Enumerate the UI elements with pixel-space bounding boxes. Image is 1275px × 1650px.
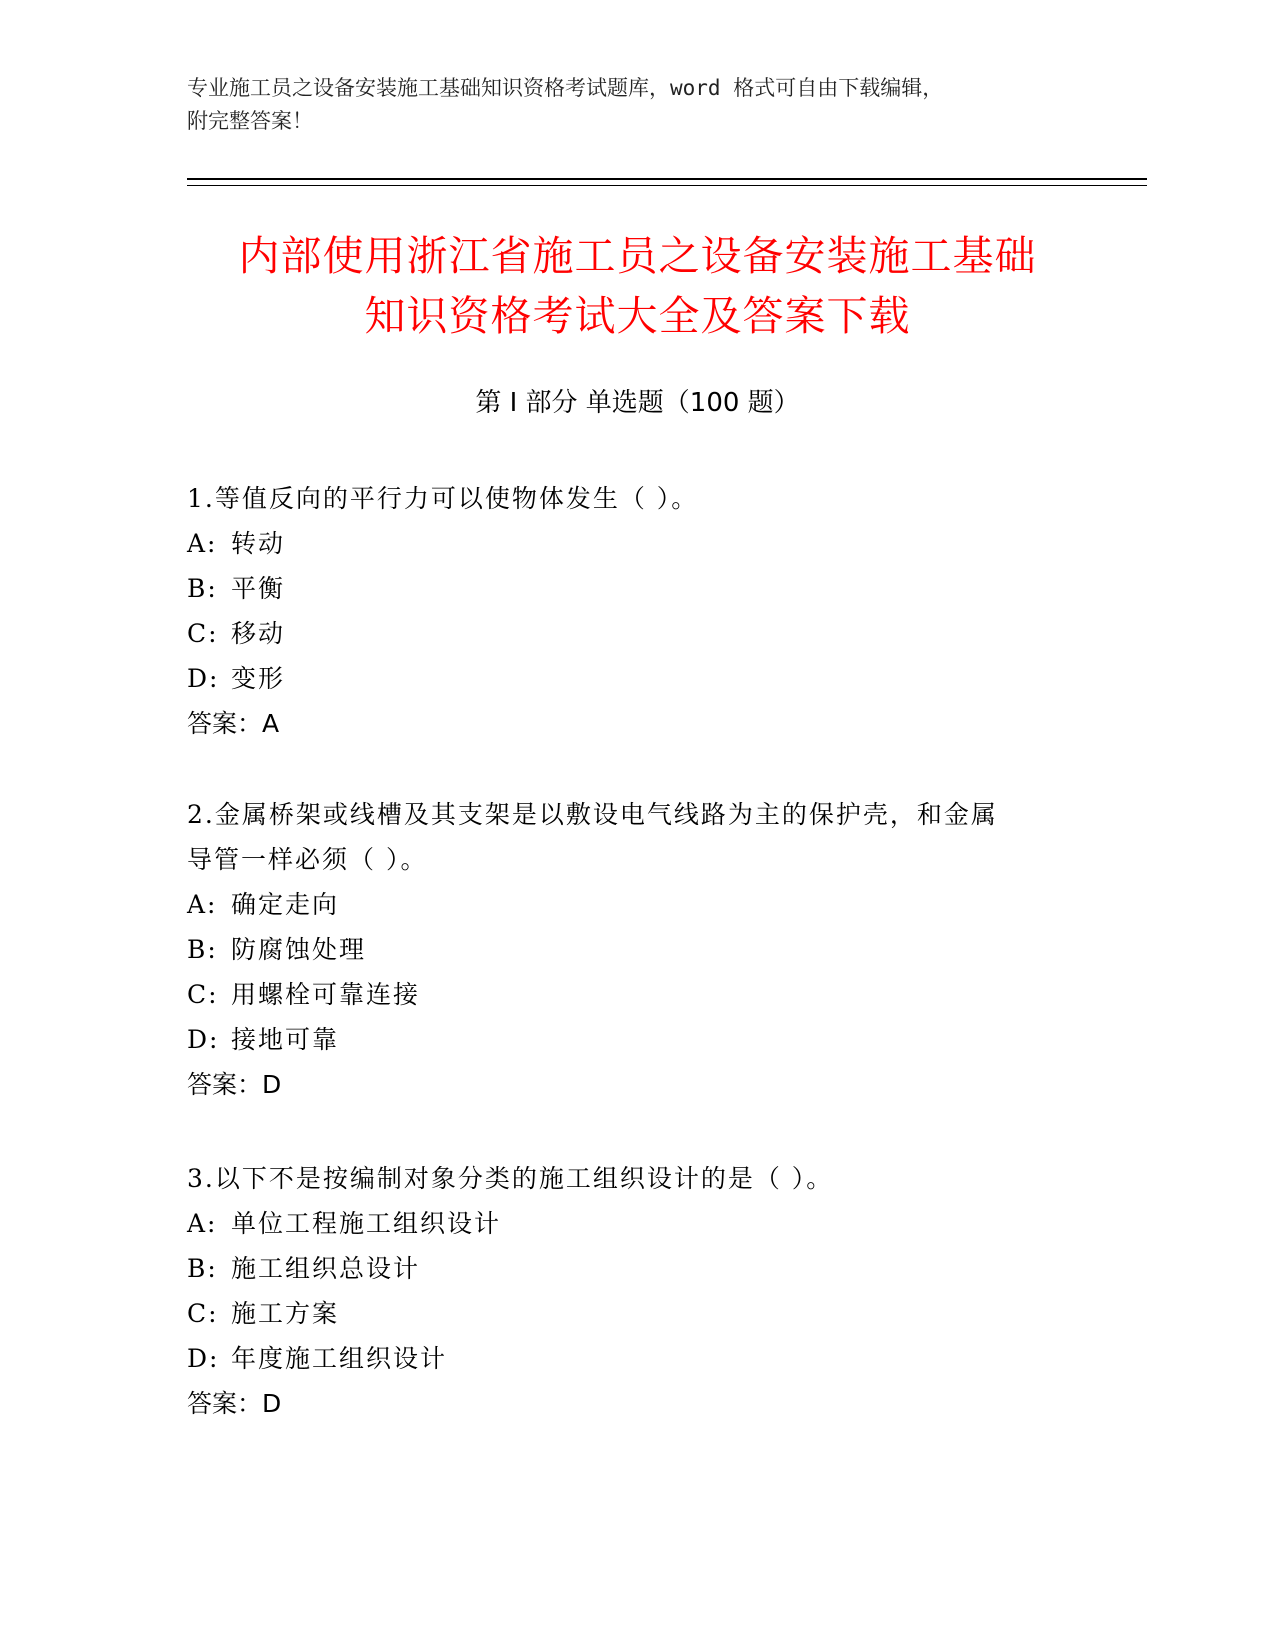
option-a xyxy=(187,521,1087,566)
question-text: 1.等值反向的平行力可以使物体发生（ ）。 xyxy=(187,484,699,513)
option-letter: B: xyxy=(187,1254,218,1283)
option-c xyxy=(187,611,1087,656)
option-letter: D: xyxy=(187,1025,220,1054)
question-text-line-1: 2.金属桥架或线槽及其支架是以敷设电气线路为主的保护壳，和金属 xyxy=(187,800,998,829)
header-note-line-1: 专业施工员之设备安装施工基础知识资格考试题库，word 格式可自由下载编辑， xyxy=(187,76,944,100)
option-text: 用螺栓可靠连接 xyxy=(231,980,421,1009)
header-divider-thin xyxy=(187,185,1147,186)
option-letter: A: xyxy=(187,1209,218,1238)
option-text: 年度施工组织设计 xyxy=(231,1344,448,1373)
option-text: 变形 xyxy=(231,664,286,693)
option-letter: C: xyxy=(187,1299,219,1328)
option-text: 施工方案 xyxy=(231,1299,340,1328)
document-title-line-2: 知识资格考试大全及答案下载 xyxy=(364,292,911,340)
answer: 答案：A xyxy=(187,709,280,738)
question-text: 3.以下不是按编制对象分类的施工组织设计的是（ ）。 xyxy=(187,1164,834,1193)
document-title-line-1: 内部使用浙江省施工员之设备安装施工基础 xyxy=(238,232,1037,280)
question-2 xyxy=(187,792,1087,1107)
option-letter: B: xyxy=(187,574,218,603)
option-letter: C: xyxy=(187,980,219,1009)
option-text: 确定走向 xyxy=(231,890,340,919)
question-1 xyxy=(187,476,1087,746)
option-a xyxy=(187,882,1087,927)
option-c xyxy=(187,972,1087,1017)
option-d xyxy=(187,656,1087,701)
option-letter: B: xyxy=(187,935,218,964)
question-3 xyxy=(187,1156,1087,1426)
option-a xyxy=(187,1201,1087,1246)
answer: 答案：D xyxy=(187,1070,282,1099)
header-divider-thick xyxy=(187,178,1147,180)
option-b xyxy=(187,927,1087,972)
header-note xyxy=(187,72,1087,138)
option-text: 施工组织总设计 xyxy=(231,1254,421,1283)
option-text: 接地可靠 xyxy=(231,1025,340,1054)
answer: 答案：D xyxy=(187,1389,282,1418)
option-d xyxy=(187,1017,1087,1062)
option-text: 移动 xyxy=(231,619,286,648)
option-letter: D: xyxy=(187,1344,220,1373)
option-d xyxy=(187,1336,1087,1381)
option-text: 单位工程施工组织设计 xyxy=(231,1209,502,1238)
option-letter: C: xyxy=(187,619,219,648)
header-note-line-2: 附完整答案！ xyxy=(187,109,313,133)
question-text-line-2: 导管一样必须（ ）。 xyxy=(187,845,428,874)
option-b xyxy=(187,566,1087,611)
option-text: 防腐蚀处理 xyxy=(231,935,367,964)
option-b xyxy=(187,1246,1087,1291)
option-text: 转动 xyxy=(231,529,286,558)
option-text: 平衡 xyxy=(231,574,286,603)
option-letter: A: xyxy=(187,529,218,558)
option-letter: D: xyxy=(187,664,220,693)
document-title xyxy=(150,226,1125,346)
option-c xyxy=(187,1291,1087,1336)
section-heading: 第 I 部分 单选题（100 题） xyxy=(475,388,800,418)
option-letter: A: xyxy=(187,890,218,919)
